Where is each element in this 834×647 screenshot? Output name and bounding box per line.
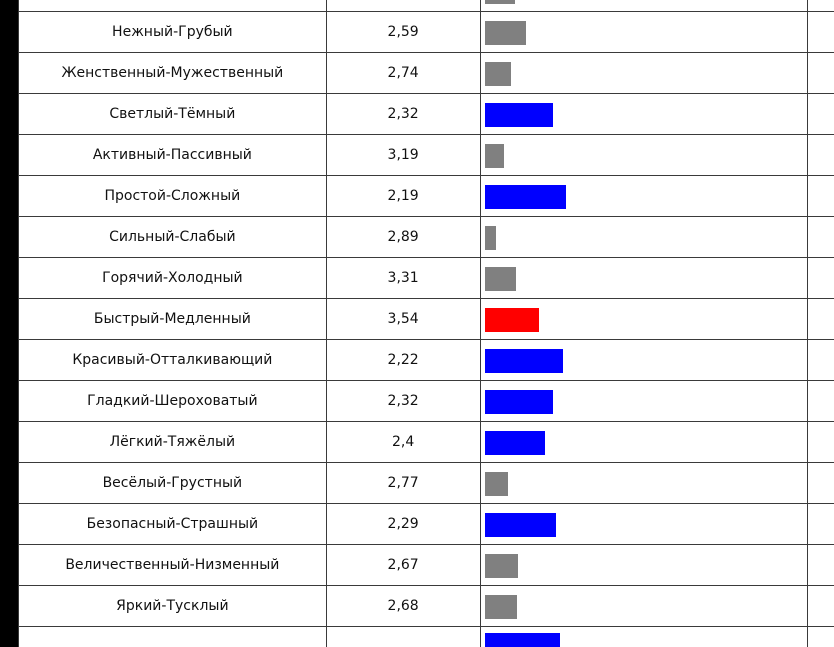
deviation-bar — [485, 308, 539, 332]
scale-name-cell — [19, 627, 327, 647]
table-row — [19, 176, 834, 217]
table-row — [19, 299, 834, 340]
scale-name-cell: Яркий-Тусклый — [19, 586, 327, 627]
table-row — [19, 217, 834, 258]
empty-cell — [808, 381, 834, 422]
score-value-cell: 3,19 — [326, 135, 480, 176]
empty-cell — [808, 53, 834, 94]
deviation-bar-cell — [480, 176, 808, 217]
deviation-bar-cell — [480, 340, 808, 381]
empty-cell — [808, 627, 834, 647]
table-row — [19, 422, 834, 463]
deviation-bar — [485, 226, 496, 250]
score-value-cell: 2,89 — [326, 217, 480, 258]
deviation-bar — [485, 62, 511, 86]
deviation-bar-cell — [480, 94, 808, 135]
deviation-bar — [485, 390, 553, 414]
scale-name-cell: Быстрый-Медленный — [19, 299, 327, 340]
table-row — [19, 586, 834, 627]
deviation-bar — [485, 349, 563, 373]
deviation-bar-cell — [480, 0, 808, 12]
deviation-bar — [485, 103, 553, 127]
deviation-bar-cell — [480, 299, 808, 340]
empty-cell — [808, 135, 834, 176]
empty-cell — [808, 586, 834, 627]
scale-name-cell: Простой-Сложный — [19, 176, 327, 217]
score-value-cell — [326, 0, 480, 12]
scale-name-cell — [19, 0, 327, 12]
deviation-bar-cell — [480, 135, 808, 176]
table-row — [19, 545, 834, 586]
deviation-bar-cell — [480, 53, 808, 94]
deviation-bar — [485, 0, 515, 4]
deviation-bar — [485, 513, 556, 537]
deviation-bar-cell — [480, 381, 808, 422]
deviation-bar — [485, 431, 545, 455]
empty-cell — [808, 258, 834, 299]
scale-name-cell: Гладкий-Шероховатый — [19, 381, 327, 422]
score-value-cell — [326, 627, 480, 647]
table-row — [19, 463, 834, 504]
table-row — [19, 258, 834, 299]
scale-name-cell: Величественный-Низменный — [19, 545, 327, 586]
score-value-cell: 2,77 — [326, 463, 480, 504]
empty-cell — [808, 422, 834, 463]
deviation-bar-cell — [480, 217, 808, 258]
scale-name-cell: Светлый-Тёмный — [19, 94, 327, 135]
deviation-bar-cell — [480, 463, 808, 504]
table-body — [19, 0, 834, 647]
scale-name-cell: Женственный-Мужественный — [19, 53, 327, 94]
score-value-cell: 2,22 — [326, 340, 480, 381]
table-row — [19, 381, 834, 422]
table-row — [19, 12, 834, 53]
score-value-cell: 2,32 — [326, 381, 480, 422]
empty-cell — [808, 340, 834, 381]
score-value-cell: 2,67 — [326, 545, 480, 586]
deviation-bar-cell — [480, 258, 808, 299]
deviation-bar-cell — [480, 422, 808, 463]
deviation-bar-cell — [480, 545, 808, 586]
empty-cell — [808, 299, 834, 340]
deviation-bar — [485, 472, 508, 496]
empty-cell — [808, 217, 834, 258]
score-value-cell: 2,29 — [326, 504, 480, 545]
table-row — [19, 0, 834, 12]
deviation-bar-cell — [480, 586, 808, 627]
score-value-cell: 2,59 — [326, 12, 480, 53]
score-value-cell: 3,31 — [326, 258, 480, 299]
empty-cell — [808, 176, 834, 217]
deviation-bar — [485, 185, 566, 209]
scale-name-cell: Лёгкий-Тяжёлый — [19, 422, 327, 463]
table-row — [19, 53, 834, 94]
empty-cell — [808, 545, 834, 586]
scale-name-cell: Активный-Пассивный — [19, 135, 327, 176]
deviation-bar — [485, 267, 516, 291]
deviation-bar — [485, 144, 504, 168]
scale-results-table — [18, 0, 834, 647]
deviation-bar-cell — [480, 627, 808, 647]
scale-name-cell: Красивый-Отталкивающий — [19, 340, 327, 381]
scale-name-cell: Горячий-Холодный — [19, 258, 327, 299]
score-value-cell: 2,68 — [326, 586, 480, 627]
table-row — [19, 504, 834, 545]
deviation-bar — [485, 633, 560, 647]
deviation-bar — [485, 554, 518, 578]
scale-name-cell: Весёлый-Грустный — [19, 463, 327, 504]
empty-cell — [808, 463, 834, 504]
results-sheet — [18, 0, 834, 647]
table-row — [19, 94, 834, 135]
scale-name-cell: Нежный-Грубый — [19, 12, 327, 53]
scale-name-cell: Сильный-Слабый — [19, 217, 327, 258]
score-value-cell: 2,4 — [326, 422, 480, 463]
scale-name-cell: Безопасный-Страшный — [19, 504, 327, 545]
table-row — [19, 340, 834, 381]
score-value-cell: 2,19 — [326, 176, 480, 217]
score-value-cell: 2,32 — [326, 94, 480, 135]
deviation-bar-cell — [480, 12, 808, 53]
empty-cell — [808, 12, 834, 53]
deviation-bar — [485, 595, 517, 619]
table-row — [19, 135, 834, 176]
deviation-bar-cell — [480, 504, 808, 545]
deviation-bar — [485, 21, 526, 45]
empty-cell — [808, 94, 834, 135]
table-row — [19, 627, 834, 647]
empty-cell — [808, 0, 834, 12]
empty-cell — [808, 504, 834, 545]
score-value-cell: 2,74 — [326, 53, 480, 94]
score-value-cell: 3,54 — [326, 299, 480, 340]
